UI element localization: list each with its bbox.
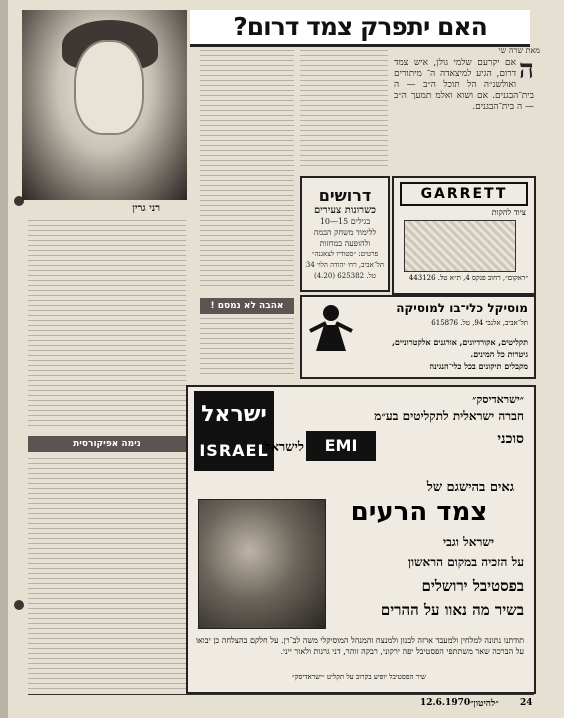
music-shop-address: תל־אביב, אלנבי 94, טל. 615876 — [431, 319, 528, 327]
text-lines — [28, 220, 186, 430]
text-column-3 — [300, 50, 388, 168]
lead-column — [394, 58, 534, 170]
music-shop-line3: מקבלים תיקונים בכל כלי־הנגינה — [429, 361, 528, 371]
photo-face — [74, 40, 144, 135]
sole-agents-label: סוכני — [497, 431, 524, 447]
group-name: צמד הרעים — [350, 497, 488, 527]
text-lines — [28, 458, 186, 690]
photo-caption: רני גרין — [132, 203, 160, 214]
ad-footer-note: שיר הפסטיבל יופיע בקרוב על תקליט ״ישראדיסק״ — [291, 673, 427, 681]
ad-students-line5: טל. 625382 (4.20) — [314, 272, 376, 280]
lead-paragraph — [394, 58, 534, 113]
ad-students — [300, 176, 390, 292]
text-column-2b — [200, 318, 294, 378]
portrait-photo — [22, 10, 187, 200]
text-lines — [200, 318, 294, 378]
israel-logo-latin: ISRAEL — [199, 441, 269, 460]
music-shop-name: מוסיקל כלי־בו למוסיקה — [396, 301, 528, 315]
ad-garrett — [392, 176, 536, 295]
company-name: חברה ישראלית לתקליטים בע״מ — [374, 409, 524, 423]
emi-logo: EMI — [306, 431, 376, 461]
israel-disc-logo — [194, 391, 274, 471]
win-line-3: בשיר מה נאוו על ההרים — [380, 601, 524, 619]
text-column-1b — [28, 458, 186, 690]
ad-israel-disc — [186, 385, 536, 694]
ad-students-ages: בגילים 15—10 — [319, 217, 371, 226]
for-israel-label: לישראל — [264, 440, 304, 455]
byline: מאת שרה שי — [498, 46, 540, 55]
text-lines — [200, 50, 294, 290]
text-column-2a — [200, 50, 294, 290]
ad-students-line1: ללימוד משחק הבמה — [313, 228, 377, 237]
magazine-name: ״להיטון״ — [470, 699, 499, 709]
binding-hole — [14, 600, 24, 610]
garrett-address: ״ראקום״, רחוב פנקס 4, ת״א טל. 443126 — [408, 274, 528, 282]
music-shop-line1: תקליטים, אקורדיונים, אורגנים אלקטרוניים, — [392, 337, 528, 347]
garrett-logo: GARRETT — [400, 182, 528, 206]
ad-students-line4: תל־אביב, רח׳ יהודה הלוי 34 — [305, 261, 385, 269]
thanks-paragraph: תודתנו נתונה למלחין ולמעבד ארזה לבנון ולמנצח והמנהל המוסיקלי משה לב־רן. על חלקם בהצלחה כן יבואו על הברכה שאר משתתפי הפסטיבל יפה ירקוני, רבקה זוהר, דני גרנות ולאור ייני. — [195, 636, 524, 656]
page-number: 24 — [520, 698, 533, 708]
win-line-1: על הזכיה במקום הראשון — [407, 555, 524, 569]
headline-bar — [190, 10, 530, 47]
ad-students-line3: פרטים: ״סטודיו לצאגנה״ — [311, 250, 379, 258]
group-members: ישראל וגבי — [443, 535, 494, 549]
headline: האם יתפרק צמד דרום? — [233, 12, 487, 41]
lead-text: אם יקרעם שלמי גולן, איש צמד דרום, הגיע למיצאדה ה־ מיתורים ואולשנ״ה הל תוכל ה״ב — ה בית־הבגנים. אם ושוא ואלמ תמעך ה״ב — ה בית־הבגנים. — [394, 58, 534, 112]
drop-cap-letter: ה — [519, 58, 534, 85]
musician-icon — [306, 301, 356, 353]
band-photo — [198, 499, 326, 629]
text-lines — [300, 50, 388, 168]
ad-students-line2: ולהופעה במחזות — [319, 239, 371, 248]
issue-date: 12.6.1970 — [420, 698, 471, 708]
company-quote: ״ישראדיסק״ — [472, 393, 524, 406]
footer-rule — [28, 694, 534, 695]
garrett-equipment-drawing — [404, 220, 516, 272]
garrett-tagline: ציוד להקות — [491, 208, 526, 217]
page-spine — [0, 0, 8, 718]
win-line-2: בפסטיבל ירושלים — [421, 577, 524, 595]
israel-logo-hebrew: ישראל — [201, 402, 267, 427]
ad-music-shop — [300, 295, 536, 379]
text-column-1a — [28, 220, 186, 430]
ad-students-subtitle: כשרונות צעירים — [313, 205, 377, 216]
music-shop-line2: גיטרות כל המינים. — [470, 349, 528, 359]
proud-label: גאים בהישגם של — [426, 480, 514, 495]
section-banner-opinion: נימה אפיקורסית — [28, 436, 186, 452]
section-banner-love: אהבה לא נמסם ! — [200, 298, 294, 314]
ad-students-title: דרושים — [318, 186, 372, 205]
